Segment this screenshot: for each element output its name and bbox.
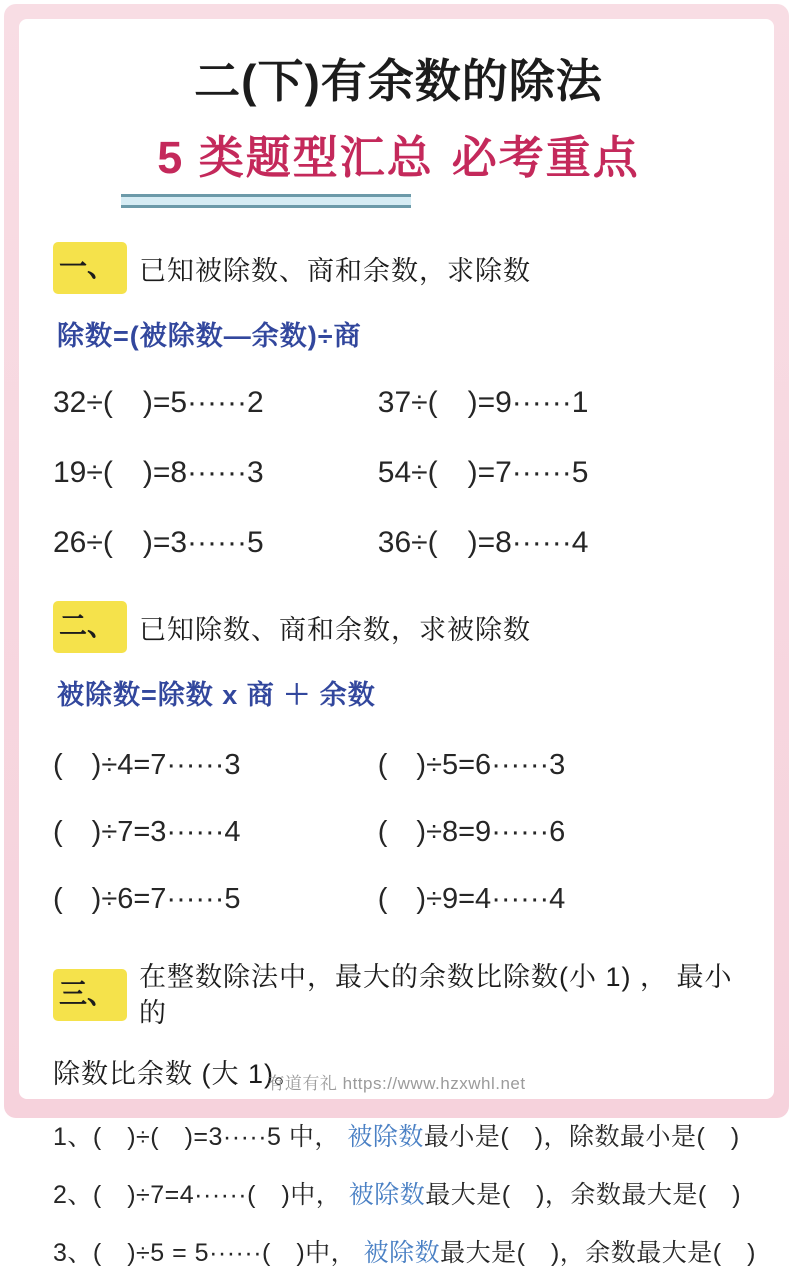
section-3-header xyxy=(53,959,744,1032)
problem-item: 36÷( )=8······4 xyxy=(377,526,589,559)
worksheet-page xyxy=(19,19,774,1267)
section-2-marker: 二、 xyxy=(53,601,127,653)
section-1 xyxy=(53,242,744,561)
section-3 xyxy=(53,959,756,1269)
problem-row xyxy=(53,1175,744,1211)
subtitle-double-underline xyxy=(121,194,411,208)
problem-number: 3、 xyxy=(53,1238,93,1267)
problem-pre: ( )÷5 = 5······( )中， xyxy=(92,1238,364,1267)
keyword-dividend: 被除数 xyxy=(363,1238,441,1267)
section-1-header xyxy=(53,242,744,294)
section-1-problems xyxy=(53,377,744,561)
problem-pre: ( )÷7=4······( )中， xyxy=(92,1180,349,1209)
section-2-problems xyxy=(53,742,744,917)
problem-item: ( )÷5=6······3 xyxy=(377,749,566,781)
page-subtitle xyxy=(53,121,744,186)
keyword-dividend: 被除数 xyxy=(347,1122,424,1151)
subtitle-part2: 必考重点 xyxy=(451,132,640,183)
section-3-title-line2: 除数比余数 (大 1)。 xyxy=(53,1058,303,1089)
section-1-marker: 一、 xyxy=(53,242,127,294)
problem-post: 最大是( )，余数最大是( ) xyxy=(440,1238,756,1267)
section-1-formula: 除数=(被除数—余数)÷商 xyxy=(57,321,362,351)
problem-item: 26÷( )=3······5 xyxy=(53,526,264,559)
section-2-header xyxy=(53,601,744,653)
problem-post: 最大是( )，余数最大是( ) xyxy=(425,1180,742,1209)
problem-item: ( )÷4=7······3 xyxy=(53,749,241,781)
section-3-marker: 三、 xyxy=(53,969,127,1021)
section-3-title-line1: 在整数除法中，最大的余数比除数(小 1) ， 最小的 xyxy=(139,962,733,1029)
keyword-dividend: 被除数 xyxy=(348,1180,426,1209)
problem-pre: ( )÷( )=3·····5 中， xyxy=(92,1122,348,1151)
problem-row xyxy=(53,1117,744,1153)
problem-item: ( )÷6=7······5 xyxy=(53,883,241,915)
problem-item: ( )÷7=3······4 xyxy=(53,816,241,848)
problem-row xyxy=(53,1233,756,1269)
section-2-formula: 被除数=除数 x 商 ＋ 余数 xyxy=(57,680,376,710)
section-2-title: 已知除数、商和余数，求被除数 xyxy=(139,614,532,645)
problem-item: ( )÷9=4······4 xyxy=(377,883,566,915)
problem-post: 最小是( )，除数最小是( ) xyxy=(423,1122,740,1151)
problem-item: ( )÷8=9······6 xyxy=(377,816,566,848)
problem-item: 54÷( )=7······5 xyxy=(377,456,589,489)
watermark: 有道有礼 https://www.hzxwhl.net xyxy=(267,1074,526,1093)
section-1-title: 已知被除数、商和余数，求除数 xyxy=(139,255,532,286)
subtitle-part1: 5 类题型汇总 xyxy=(157,132,434,183)
problem-number: 2、 xyxy=(53,1180,93,1209)
problem-item: 32÷( )=5······2 xyxy=(53,386,264,419)
section-2 xyxy=(53,601,744,917)
problem-number: 1、 xyxy=(53,1122,93,1151)
problem-item: 19÷( )=8······3 xyxy=(53,456,264,489)
problem-item: 37÷( )=9······1 xyxy=(377,386,589,419)
section-3-problems xyxy=(53,1117,756,1269)
page-subtitle-wrap xyxy=(53,121,744,208)
page-title: 二(下)有余数的除法 xyxy=(194,55,603,107)
